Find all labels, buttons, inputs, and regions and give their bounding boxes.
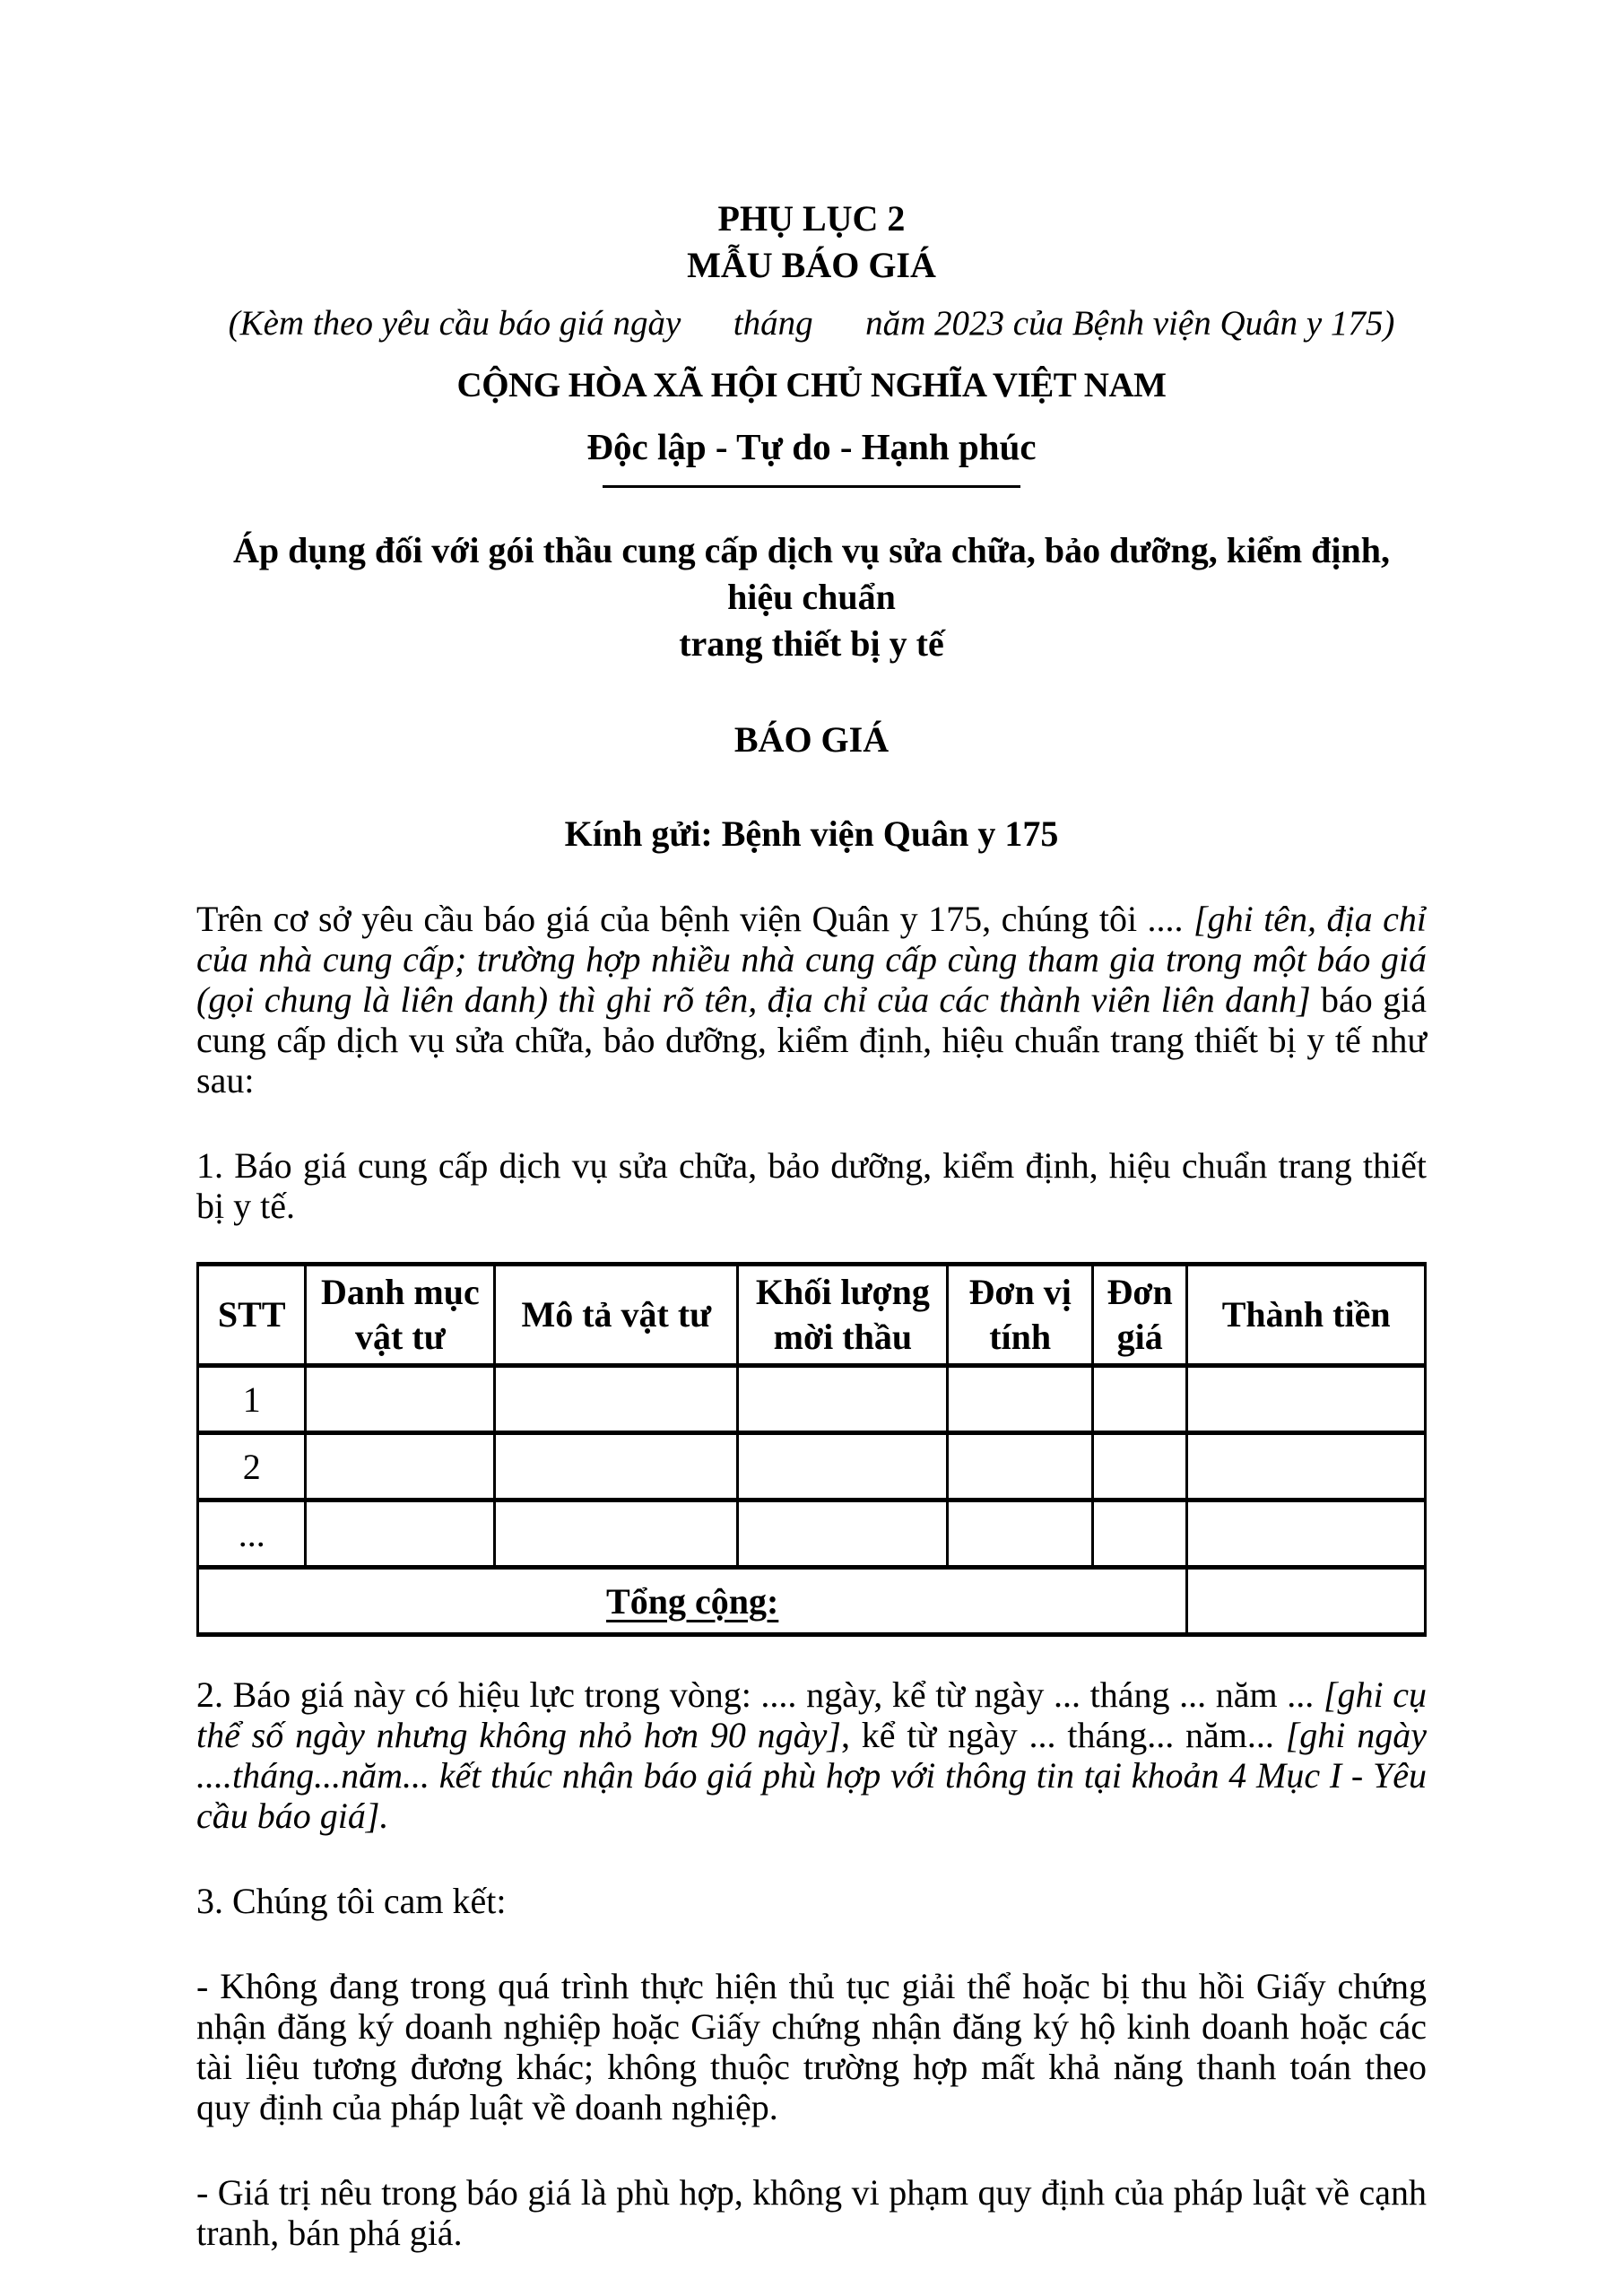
cell-don-vi: [948, 1433, 1093, 1500]
cell-khoi-luong: [738, 1433, 948, 1500]
cell-don-vi: [948, 1366, 1093, 1433]
appendix-title: PHỤ LỤC 2: [717, 198, 906, 239]
cell-stt: 2: [198, 1433, 306, 1500]
intro-run-1: Trên cơ sở yêu cầu báo giá của bệnh viện Quân y 175, chúng tôi ....: [196, 899, 1194, 939]
cell-khoi-luong: [738, 1366, 948, 1433]
cell-don-gia: [1092, 1366, 1186, 1433]
table-header-row: [198, 1265, 1426, 1366]
cell-danh-muc: [306, 1366, 495, 1433]
total-label: Tổng cộng:: [606, 1580, 779, 1622]
cell-don-vi: [948, 1500, 1093, 1568]
total-label-cell: [198, 1568, 1187, 1635]
validity-run-3: , kể từ ngày ... tháng... năm...: [840, 1715, 1286, 1755]
cell-thanh-tien: [1187, 1366, 1426, 1433]
national-motto: Độc lập - Tự do - Hạnh phúc: [586, 426, 1037, 467]
motto-underline: [603, 485, 1020, 488]
commitment-item-1: - Không đang trong quá trình thực hiện thủ tục giải thể hoặc bị thu hồi Giấy chứng nhận đăng ký doanh nghiệp hoặc Giấy chứng nhận đăng ký hộ kinh doanh hoặc các tài liệu tương đương khác; không thuộc trường hợp mất khả năng thanh toán theo quy định của pháp luật về doanh nghiệp.: [196, 1966, 1427, 2127]
intro-run-2-placeholder: [ghi tên, địa chỉ của nhà cung cấp; trường hợp nhiều nhà cung cấp cùng tham gia trong một báo giá (gọi chung là liên danh) thì ghi rõ tên, địa chỉ của các thành viên liên danh]: [196, 899, 1427, 1020]
table-row: [198, 1500, 1426, 1568]
intro-paragraph: [196, 899, 1427, 1100]
col-header-mo-ta: Mô tả vật tư: [495, 1265, 738, 1366]
cell-danh-muc: [306, 1500, 495, 1568]
col-header-khoi-luong: Khối lượng mời thầu: [738, 1265, 948, 1366]
cell-danh-muc: [306, 1433, 495, 1500]
intro-run-3: báo giá cung cấp dịch vụ sửa chữa, bảo dưỡng, kiểm định, hiệu chuẩn trang thiết bị y tế như sau:: [196, 979, 1427, 1100]
doc-title: BÁO GIÁ: [733, 719, 890, 760]
scope-heading: [196, 527, 1427, 667]
cell-stt: 1: [198, 1366, 306, 1433]
col-header-don-vi: Đơn vị tính: [948, 1265, 1093, 1366]
section3-heading: 3. Chúng tôi cam kết:: [196, 1881, 507, 1921]
cell-don-gia: [1092, 1500, 1186, 1568]
cell-don-gia: [1092, 1433, 1186, 1500]
total-value-cell: [1187, 1568, 1426, 1635]
validity-run-2-note: [ghi cụ thể số ngày nhưng không nhỏ hơn 90 ngày]: [196, 1674, 1428, 1755]
validity-run-4-note: [ghi ngày ....tháng...năm... kết thúc nhận báo giá phù hợp với thông tin tại khoản 4 Mục I - Yêu cầu báo giá].: [196, 1715, 1427, 1836]
commitment-item-2: - Giá trị nêu trong báo giá là phù hợp, không vi phạm quy định của pháp luật về cạnh tranh, bán phá giá.: [196, 2172, 1427, 2253]
col-header-don-gia: Đơn giá: [1092, 1265, 1186, 1366]
cell-mo-ta: [495, 1500, 738, 1568]
national-title: CỘNG HÒA XÃ HỘI CHỦ NGHĨA VIỆT NAM: [456, 366, 1167, 404]
cell-thanh-tien: [1187, 1433, 1426, 1500]
form-title: MẪU BÁO GIÁ: [687, 245, 936, 285]
scope-heading-line1: Áp dụng đối với gói thầu cung cấp dịch vụ sửa chữa, bảo dưỡng, kiểm định, hiệu chuẩn: [232, 530, 1391, 617]
cell-mo-ta: [495, 1366, 738, 1433]
cell-stt: ...: [198, 1500, 306, 1568]
validity-paragraph: [196, 1674, 1427, 1836]
cell-thanh-tien: [1187, 1500, 1426, 1568]
col-header-thanh-tien: Thành tiền: [1187, 1265, 1426, 1366]
section1-heading: 1. Báo giá cung cấp dịch vụ sửa chữa, bảo dưỡng, kiểm định, hiệu chuẩn trang thiết bị y tế.: [196, 1145, 1427, 1226]
salutation: Kính gửi: Bệnh viện Quân y 175: [564, 813, 1059, 854]
cell-khoi-luong: [738, 1500, 948, 1568]
table-row: [198, 1366, 1426, 1433]
table-total-row: [198, 1568, 1426, 1635]
scope-heading-line2: trang thiết bị y tế: [679, 623, 944, 664]
subtitle: (Kèm theo yêu cầu báo giá ngày tháng năm 2023 của Bệnh viện Quân y 175): [228, 304, 1395, 343]
cell-mo-ta: [495, 1433, 738, 1500]
col-header-stt: STT: [198, 1265, 306, 1366]
col-header-danh-muc: Danh mục vật tư: [306, 1265, 495, 1366]
table-row: [198, 1433, 1426, 1500]
validity-run-1: 2. Báo giá này có hiệu lực trong vòng: .... ngày, kể từ ngày ... tháng ... năm ...: [196, 1674, 1324, 1715]
quotation-table: [196, 1262, 1427, 1637]
